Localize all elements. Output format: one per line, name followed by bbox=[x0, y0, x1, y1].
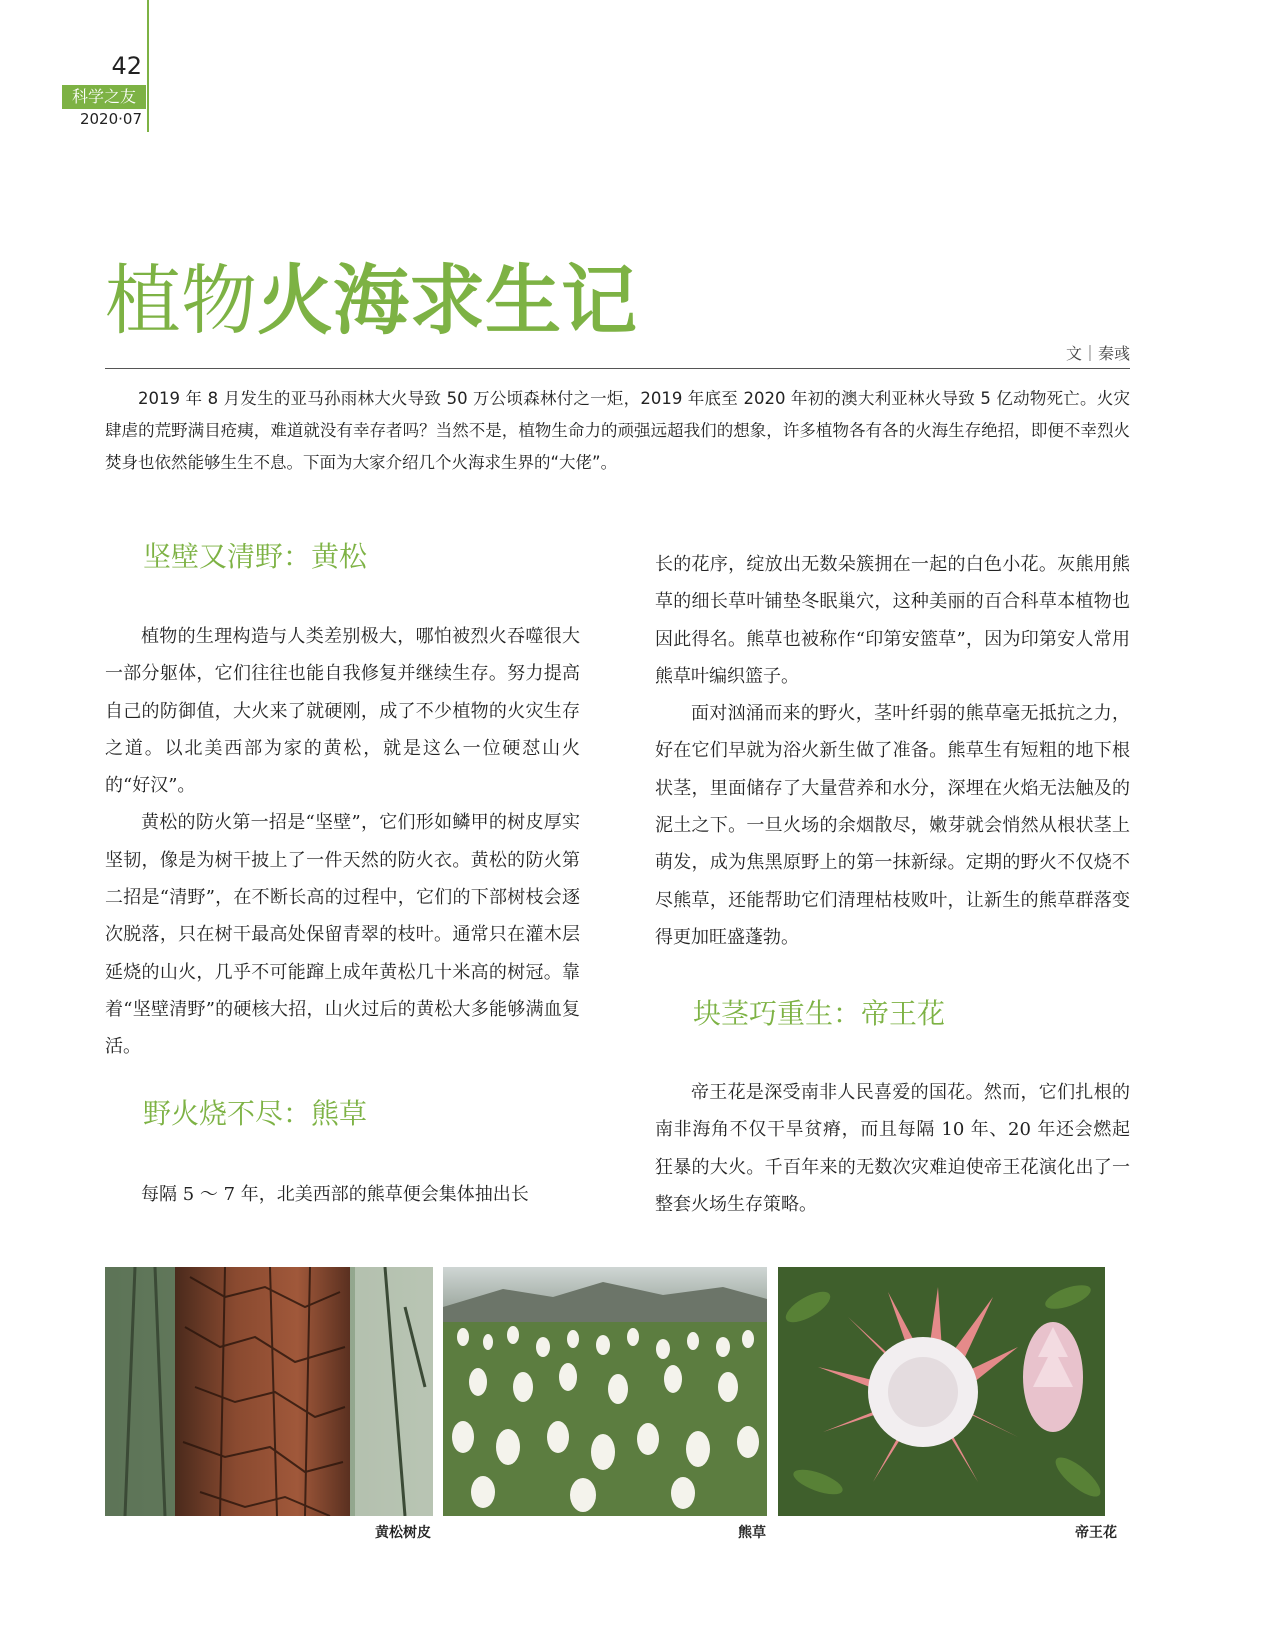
section-heading-huangsong: 坚壁又清野：黄松 bbox=[143, 540, 368, 573]
section-body-diwanghua bbox=[655, 1074, 1130, 1223]
paragraph: 面对汹涌而来的野火，茎叶纤弱的熊草毫无抵抗之力，好在它们早就为浴火新生做了准备。熊草生有短粗的地下根状茎，里面储存了大量营养和水分，深埋在火焰无法触及的泥土之下。一旦火场的余烟散尽，嫩芽就会悄然从根状茎上萌发，成为焦黑原野上的第一抹新绿。定期的野火不仅烧不尽熊草，还能帮助它们清理枯枝败叶，让新生的熊草群落变得更加旺盛蓬勃。 bbox=[655, 703, 1130, 948]
section-body-huangsong bbox=[105, 618, 580, 1066]
paragraph: 每隔 5 ～ 7 年，北美西部的熊草便会集体抽出长 bbox=[141, 1184, 529, 1205]
lead-paragraph: 2019 年 8 月发生的亚马孙雨林大火导致 50 万公顷森林付之一炬，2019 年底至 2020 年初的澳大利亚林火导致 5 亿动物死亡。火灾肆虐的荒野满目疮痍，难道就没有幸存者吗？当然不是，植物生命力的顽强远超我们的想象，许多植物各有各的火海生存绝招，即便不幸烈火焚身也依然能够生生不息。下面为大家介绍几个火海求生界的“大佬”。 bbox=[105, 389, 1130, 472]
caption-king-protea: 帝王花 bbox=[1075, 1525, 1117, 1541]
paragraph: 帝王花是深受南非人民喜爱的国花。然而，它们扎根的南非海角不仅干旱贫瘠，而且每隔 10 年、20 年还会燃起狂暴的大火。千百年来的无数次灾难迫使帝王花演化出了一整套火场生存策略。 bbox=[655, 1082, 1130, 1215]
caption-beargrass: 熊草 bbox=[738, 1525, 766, 1541]
photo-ponderosa-bark bbox=[105, 1267, 433, 1516]
paragraph: 植物的生理构造与人类差别极大，哪怕被烈火吞噬很大一部分躯体，它们往往也能自我修复并继续生存。努力提高自己的防御值，大火来了就硬刚，成了不少植物的火灾生存之道。以北美西部为家的黄松，就是这么一位硬怼山火的“好汉”。 bbox=[105, 626, 580, 797]
article-title bbox=[105, 256, 637, 346]
paragraph: 黄松的防火第一招是“坚壁”，它们形如鳞甲的树皮厚实坚韧，像是为树干披上了一件天然的防火衣。黄松的防火第二招是“清野”，在不断长高的过程中，它们的下部树枝会逐次脱落，只在树干最高处保留青翠的枝叶。通常只在灌木层延烧的山火，几乎不可能蹿上成年黄松几十米高的树冠。靠着“坚壁清野”的硬核大招，山火过后的黄松大多能够满血复活。 bbox=[105, 812, 580, 1058]
section-body-xiongcao-start bbox=[105, 1176, 580, 1213]
issue-date: 2020·07 bbox=[79, 110, 142, 128]
paragraph: 长的花序，绽放出无数朵簇拥在一起的白色小花。灰熊用熊草的细长草叶铺垫冬眠巢穴，这种美丽的百合科草本植物也因此得名。熊草也被称作“印第安篮草”，因为印第安人常用熊草叶编织篮子。 bbox=[655, 554, 1130, 687]
title-rule bbox=[105, 368, 1130, 369]
section-heading-xiongcao: 野火烧不尽：熊草 bbox=[143, 1097, 368, 1130]
header-accent-line bbox=[147, 0, 149, 132]
photo-beargrass bbox=[443, 1267, 767, 1516]
title-part-light: 植物 bbox=[105, 256, 257, 345]
section-body-xiongcao-cont bbox=[655, 546, 1130, 956]
photo-king-protea bbox=[778, 1267, 1105, 1516]
byline: 文｜秦彧 bbox=[1065, 344, 1130, 363]
page-number: 42 bbox=[111, 52, 142, 80]
magazine-name: 科学之友 bbox=[62, 85, 146, 109]
title-part-bold: 火海求生记 bbox=[257, 256, 637, 345]
section-heading-diwanghua: 块茎巧重生：帝王花 bbox=[693, 997, 946, 1030]
caption-ponderosa-bark: 黄松树皮 bbox=[375, 1525, 431, 1541]
